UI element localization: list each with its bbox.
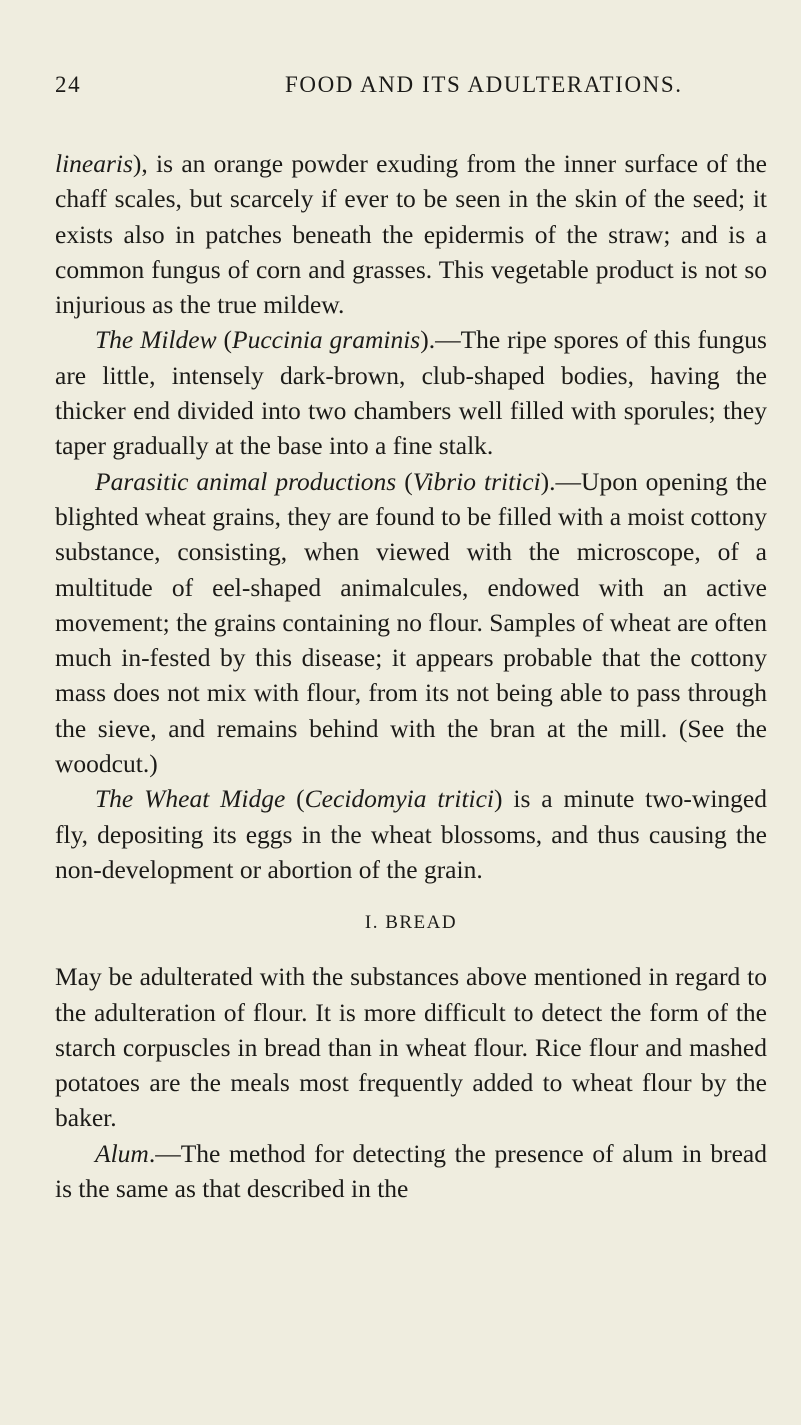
body-text <box>55 146 767 1206</box>
italic-term: linearis <box>55 149 133 178</box>
paragraph-parasitic: Parasitic animal productions (Vibrio tritici).—Upon opening the blighted wheat grains, they are found to be filled with a moist cottony substance, consisting, when viewed with the microscope, of a multitude of eel-shaped animalcules, endowed with an active movement; the grains containing no flour. Samples of wheat are often much in-fested by this disease; it appears probable that the cottony mass does not mix with flour, from its not being able to pass through the sieve, and remains behind with the bran at the mill. (See the woodcut.) <box>55 466 767 779</box>
paragraph-alum <box>55 1136 767 1207</box>
latin-name: Puccinia graminis <box>232 325 421 355</box>
section-heading: I. BREAD <box>364 912 458 934</box>
paragraph-text: .—The method for detecting the presence of alum in bread is the same as that described in the <box>55 1138 767 1204</box>
paragraph-bread <box>55 959 767 1135</box>
paragraph-text: ).—The ripe spores of this fungus are little, intensely dark-brown, club-shaped bodies, having the thicker end divided into two chambers well filled with sporules; they taper gradually at the base into a fine stalk. <box>55 325 767 461</box>
paragraph-title: Parasitic animal productions <box>95 466 397 496</box>
paragraph <box>55 146 767 322</box>
book-page <box>55 72 767 1412</box>
paragraph-title: Alum <box>95 1138 149 1168</box>
page-number: 24 <box>55 72 82 97</box>
paragraph-mildew: The Mildew (Puccinia graminis).—The ripe spores of this fungus are little, intensely dark-brown, club-shaped bodies, having the thicker end divided into two chambers well filled with sporules; they taper gradually at the base into a fine stalk. <box>55 325 767 461</box>
paragraph-text: ), is an orange powder exuding from the inner surface of the chaff scales, but scarcely if ever to be seen in the skin of the seed; it exists also in patches beneath the epidermis of the straw; and is a common fungus of corn and grasses. This vegetable product is not so injurious as the true mildew. <box>55 149 767 320</box>
paragraph-title: The Mildew <box>95 325 217 355</box>
running-head <box>55 72 767 112</box>
paragraph-title: The Wheat Midge <box>95 784 286 814</box>
paragraph-text: ).—Upon opening the blighted wheat grains, they are found to be filled with a moist cottony substance, consisting, when viewed with the microscope, of a multitude of eel-shaped animalcules, endowed with an active movement; the grains containing no flour. Samples of wheat are often much in-fested by this disease; it appears probable that the cottony mass does not mix with flour, from its not being able to pass through the sieve, and remains behind with the bran at the mill. (See the woodcut.) <box>55 466 767 779</box>
paragraph-wheat-midge: The Wheat Midge (Cecidomyia tritici) is a minute two-winged fly, depositing its eggs in the wheat blossoms, and thus causing the non-development or abortion of the grain. <box>55 784 767 884</box>
paragraph-text: ) is a minute two-winged fly, depositing its eggs in the wheat blossoms, and thus causing the non-development or abortion of the grain. <box>55 784 767 884</box>
latin-name: Vibrio tritici <box>412 466 541 496</box>
paragraph-text: May be adulterated with the substances above mentioned in regard to the adulteration of flour. It is more difficult to detect the form of the starch corpuscles in bread than in wheat flour. Rice flour and mashed potatoes are the meals most frequently added to wheat flour by the baker. <box>55 962 767 1133</box>
running-title: FOOD AND ITS ADULTERATIONS. <box>285 72 683 97</box>
latin-name: Cecidomyia tritici <box>304 784 495 814</box>
